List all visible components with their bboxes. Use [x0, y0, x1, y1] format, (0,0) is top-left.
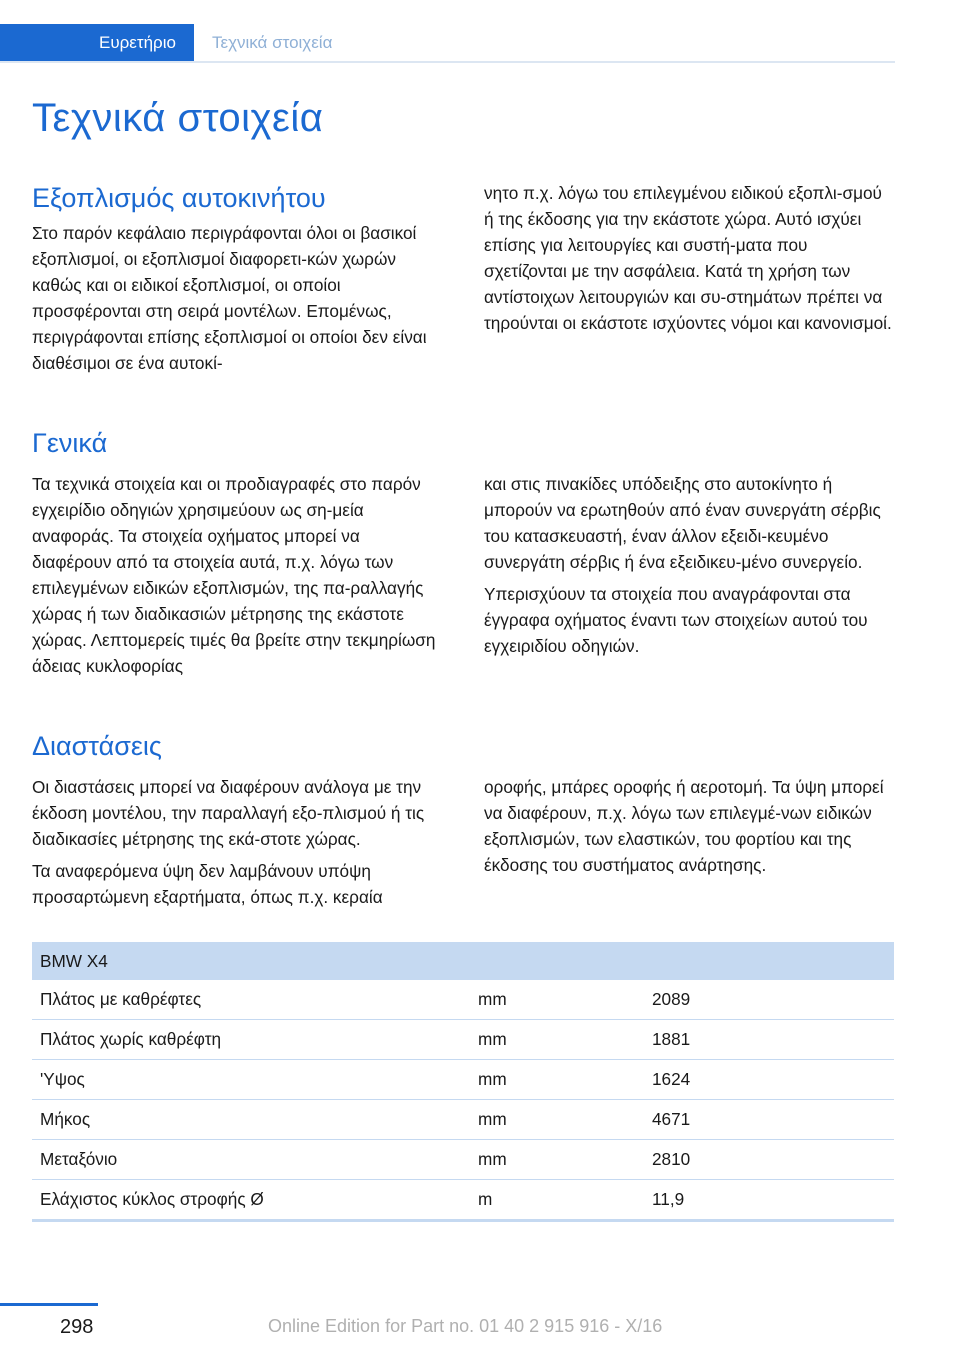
right-column — [484, 471, 894, 685]
dimension-value: 1881 — [644, 1020, 894, 1060]
dimension-unit: mm — [470, 1100, 644, 1140]
dimension-label: Πλάτος χωρίς καθρέφτη — [32, 1020, 470, 1060]
section-heading: Εξοπλισμός αυτοκινήτου — [32, 183, 326, 213]
paragraph: οροφής, μπάρες οροφής ή αεροτομή. Τα ύψη μπορεί να διαφέρουν, π.χ. λόγω των επιλεγμέ-νων ειδικών εξοπλισμών, των ελαστικών, του φορτίου και της έκδοσης του συστήματος ανάρτησης. — [484, 777, 884, 875]
left-column — [32, 471, 442, 685]
right-column — [484, 180, 894, 382]
dimensions-table — [32, 942, 894, 1222]
left-column — [32, 220, 442, 382]
dimension-value: 2810 — [644, 1140, 894, 1180]
dimension-label: Μεταξόνιο — [32, 1140, 470, 1180]
table-header: BMW X4 — [32, 942, 894, 980]
footer-divider — [0, 1303, 98, 1306]
section-general — [32, 425, 894, 685]
paragraph: νητο π.χ. λόγω του επιλεγμένου ειδικού εξοπλι-σμού ή της έκδοσης για την εκάστοτε χώρα. Αυτό ισχύει επίσης για λειτουργίες και συστή-ματα που σχετίζονται με την ασφάλεια. Κατά τη χρήση των αντίστοιχων λειτουργιών και συ-στημάτων πρέπει να τηρούνται οι εκάστοτε ισχύοντες νόμοι και κανονισμοί. — [484, 183, 892, 333]
tab-index[interactable]: Ευρετήριο — [0, 24, 194, 62]
table-row — [32, 1180, 894, 1221]
dimension-value: 4671 — [644, 1100, 894, 1140]
paragraph: Τα τεχνικά στοιχεία και οι προδιαγραφές στο παρόν εγχειρίδιο οδηγιών χρησιμεύουν ως ση-μεία αναφοράς. Τα στοιχεία οχήματος μπορεί να διαφέρουν από τα στοιχεία αυτά, π.χ. λόγω των επιλεγμένων ειδικών εξοπλισμών, της πα-ραλλαγής χώρας ή των διαδικασιών μέτρησης της εκάστοτε χώρας. Λεπτομερείς τιμές θα βρείτε στην τεκμηρίωση άδειας κυκλοφορίας — [32, 474, 436, 676]
section-vehicle-equipment — [32, 180, 894, 382]
dimension-value: 11,9 — [644, 1180, 894, 1221]
page-title: Τεχνικά στοιχεία — [32, 96, 324, 140]
dimension-unit: mm — [470, 1020, 644, 1060]
section-heading: Διαστάσεις — [32, 731, 162, 761]
table-row — [32, 1100, 894, 1140]
paragraph: Οι διαστάσεις μπορεί να διαφέρουν ανάλογα με την έκδοση μοντέλου, την παραλλαγή εξο-πλισμού ή τις διαδικασίες μέτρησης της εκά-στοτε χώρας. — [32, 777, 425, 849]
dimension-value: 1624 — [644, 1060, 894, 1100]
dimension-label: Μήκος — [32, 1100, 470, 1140]
table-row — [32, 1140, 894, 1180]
dimension-label: 'Υψος — [32, 1060, 470, 1100]
paragraph: Υπερισχύουν τα στοιχεία που αναγράφονται στα έγγραφα οχήματος έναντι των στοιχείων αυτού του εγχειριδίου οδηγιών. — [484, 584, 868, 656]
dimension-unit: mm — [470, 1060, 644, 1100]
dimension-unit: m — [470, 1180, 644, 1221]
section-heading: Γενικά — [32, 428, 108, 458]
paragraph: και στις πινακίδες υπόδειξης στο αυτοκίνητο ή μπορούν να ερωτηθούν από έναν συνεργάτη σέρβις του κατασκευαστή, έναν άλλον εξειδι-κευμένο συνεργάτη σέρβις ή ένα εξειδικευ-μένο συνεργείο. — [484, 474, 881, 572]
left-column — [32, 774, 442, 916]
dimension-value: 2089 — [644, 980, 894, 1020]
header-divider — [0, 61, 895, 63]
dimension-label: Πλάτος με καθρέφτες — [32, 980, 470, 1020]
paragraph: Τα αναφερόμενα ύψη δεν λαμβάνουν υπόψη προσαρτώμενη εξαρτήματα, όπως π.χ. κεραία — [32, 861, 383, 907]
header-tabs — [0, 24, 350, 62]
table-header-row — [32, 942, 894, 980]
table-row — [32, 1020, 894, 1060]
section-dimensions — [32, 728, 894, 916]
page-number: 298 — [60, 1316, 94, 1338]
right-column — [484, 774, 894, 916]
dimension-unit: mm — [470, 980, 644, 1020]
edition-text: Online Edition for Part no. 01 40 2 915 916 - X/16 — [268, 1316, 663, 1336]
table-row — [32, 980, 894, 1020]
dimension-unit: mm — [470, 1140, 644, 1180]
paragraph: Στο παρόν κεφάλαιο περιγράφονται όλοι οι βασικοί εξοπλισμοί, οι εξοπλισμοί διαφορετι-κών χωρών καθώς και οι ειδικοί εξοπλισμοί, οι οποίοι προσφέρονται στη σειρά μοντέλων. Επομένως, περιγράφονται επίσης εξοπλισμοί οι οποίοι δεν είναι διαθέσιμοι σε ένα αυτοκί- — [32, 223, 427, 373]
table-row — [32, 1060, 894, 1100]
tab-technical-data[interactable]: Τεχνικά στοιχεία — [211, 33, 333, 52]
dimension-label: Ελάχιστος κύκλος στροφής Ø — [32, 1180, 470, 1221]
